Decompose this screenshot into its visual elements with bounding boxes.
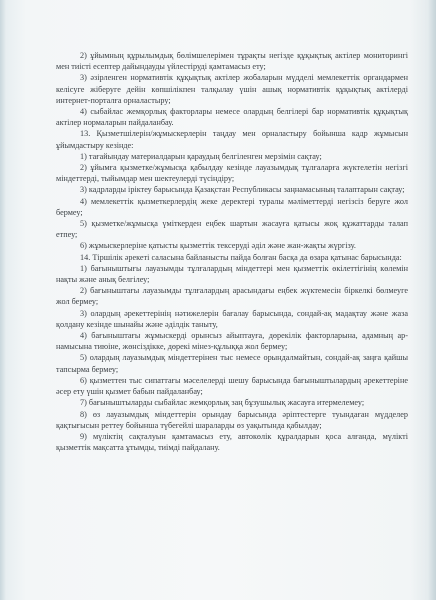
paragraph-13-5: 5) қызметке/жұмысқа үміткерден еңбек шартын жасауға қатысы жоқ құжаттарды талап етпеу; bbox=[56, 219, 408, 240]
paragraph-12-2: 2) ұйымның құрылымдық бөлімшелерімен тұрақты негізде құқықтық актілер мониторингі мен тиісті есептер дайындауды үйлестіруді қамтамасыз ету; bbox=[56, 51, 408, 72]
paragraph-14-7: 7) бағыныштыларды сыбайлас жемқорлық заң бұзушылық жасауға итермелемеу; bbox=[80, 398, 365, 408]
paragraph-14-5: 5) олардың лауазымдық міндеттерінен тыс немесе орындалмайтын, сондай-ақ заңға қайшы тапсырма бермеу; bbox=[56, 353, 408, 374]
paragraph-13-2: 2) ұйымға қызметке/жұмысқа қабылдау кезінде лауазымдық тұлғаларға жүктелетін негізгі міндеттерді, тыйымдар мен шектеулерді түсіндіру; bbox=[56, 163, 408, 184]
paragraph-13-4: 4) мемлекеттік қызметкерлердің жеке деректері туралы мәліметтерді негізсіз беруге жол бермеу; bbox=[56, 196, 408, 217]
paragraph-14-8: 8) өз лауазымдық міндеттерін орындау барысында әріптестерге туындаған мүдделер қақтығысын реттеу бойынша түбегейлі шараларды өз уақытында қабылдау; bbox=[56, 409, 408, 430]
paragraph-14-1: 1) бағыныштығы лауазымды тұлғалардың міндеттері мен қызметтік өкілеттігінің көлемін нақты және анық белгілеу; bbox=[56, 263, 408, 285]
paragraph-14-3: 3) олардың әрекеттерінің нәтижелерін бағалау барысында, сондай-ақ мадақтау және жаза қолдану кезінде шынайы және әділдік таныту, bbox=[56, 308, 408, 329]
paragraph-14-heading: 14. Тіршілік әрекеті саласына байланысты пайда болған басқа да өзара қатынас барысында: bbox=[80, 252, 402, 262]
page-right-shadow bbox=[428, 0, 436, 600]
paragraph-14-9: 9) мүліктің сақталуын қамтамасыз ету, автокөлік құралдарын қоса алғанда, мүлікті қызметтік мақсатта ұтымды, тиімді пайдалану. bbox=[56, 431, 408, 453]
paragraph-13-heading: 13. Қызметшілерін/жұмыскерлерін таңдау мен орналастыру бойынша кадр жұмысын ұйымдастыру кезінде: bbox=[56, 129, 408, 150]
paragraph-14-6: 6) қызметтен тыс сипаттағы мәселелерді шешу барысында бағыныштылардың әрекеттеріне әсер ету үшін қызмет бабын пайдаланбау; bbox=[56, 375, 408, 397]
paragraph-14-2: 2) бағыныштағы лауазымды тұлғалардың арасындағы еңбек жүктемесін біркелкі бөлмеуге жол бермеу; bbox=[56, 286, 408, 307]
paragraph-13-1: 1) тағайындау материалдарын қараудың белгіленген мерзімін сақтау; bbox=[80, 151, 322, 161]
paragraph-12-4: 4) сыбайлас жемқорлық факторлары немесе олардың белгілері бар нормативтік құқықтық актілер нормаларын пайдаланбау. bbox=[56, 107, 408, 128]
paragraph-14-4: 4) бағыныштағы жұмыскерді орынсыз айыптауға, дөрекілік факторларына, адамның ар-намысына тиюіне, жөнсіздікке, дөрекі мінез-құлыққа жол бермеу; bbox=[56, 331, 408, 352]
paragraph-13-3: 3) кадрларды іріктеу барысында Қазақстан Республикасы заңнамасының талаптарын сақтау; bbox=[80, 185, 405, 195]
paragraph-12-3: 3) әзірленген нормативтік құқықтық актілер жобаларын мүдделі мемлекеттік органдармен келісуге жіберуге дейін көпшілікпен талқылау үшін ашық нормативтік құқықтық актілерді интернет-порталға орналастыру; bbox=[56, 73, 408, 105]
document-body bbox=[56, 50, 408, 453]
paragraph-13-6: 6) жұмыскерлеріне қатысты қызметтік тексеруді әділ және жан-жақты жүргізу. bbox=[80, 241, 356, 251]
page-left-shadow bbox=[0, 0, 6, 600]
